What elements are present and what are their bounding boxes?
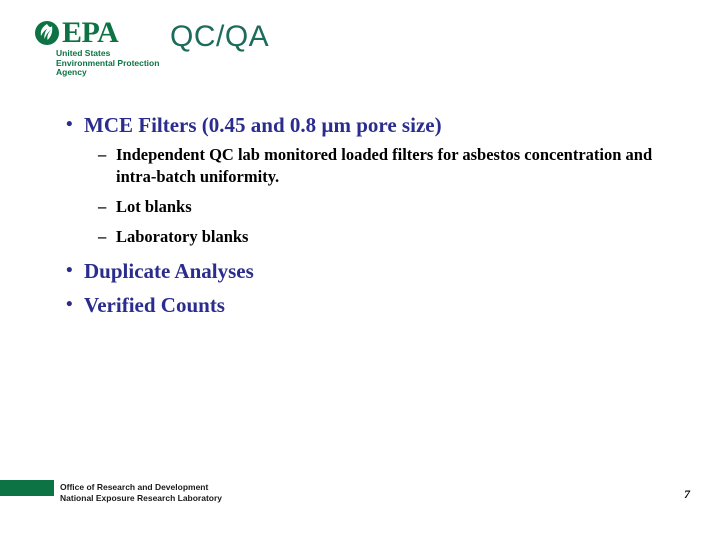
bullet-level1-text: MCE Filters (0.45 and 0.8 µm pore size)	[84, 113, 442, 137]
epa-sub-line-3: Agency	[56, 67, 87, 77]
bullet-level1	[64, 292, 664, 318]
bullet-level2-text: Laboratory blanks	[116, 227, 249, 246]
epa-leaf-icon	[34, 20, 60, 46]
footer-line-1: Office of Research and Development	[60, 482, 209, 492]
slide-content	[64, 112, 664, 324]
bullet-level1-text: Verified Counts	[84, 293, 225, 317]
epa-logo-subtitle	[56, 49, 176, 78]
bullet-level2-text: Independent QC lab monitored loaded filters for asbestos concentration and intra-batch uniformity.	[116, 145, 653, 186]
bullet-level2-text: Lot blanks	[116, 197, 192, 216]
bullet-level2	[64, 196, 664, 218]
epa-logo	[34, 18, 164, 80]
bullet-marker-icon: •	[66, 114, 73, 135]
bullet-level2	[64, 144, 664, 188]
epa-sub-line-2: Environmental Protection	[56, 57, 160, 68]
bullet-level1	[64, 112, 664, 138]
bullet-marker-icon: •	[66, 260, 73, 281]
dash-marker-icon: –	[98, 197, 107, 216]
dash-marker-icon: –	[98, 145, 107, 164]
page-title: QC/QA	[170, 20, 270, 53]
bullet-marker-icon: •	[66, 294, 73, 315]
epa-sub-line-1: United States	[56, 48, 111, 58]
epa-wordmark: EPA	[62, 16, 119, 49]
dash-marker-icon: –	[98, 227, 107, 246]
footer-line-2: National Exposure Research Laboratory	[60, 493, 223, 503]
footer-accent-bar	[0, 480, 54, 496]
page-number: 7	[684, 487, 690, 501]
bullet-level1-text: Duplicate Analyses	[84, 259, 254, 283]
footer-text	[60, 482, 222, 504]
bullet-level2	[64, 226, 664, 248]
bullet-level1	[64, 258, 664, 284]
